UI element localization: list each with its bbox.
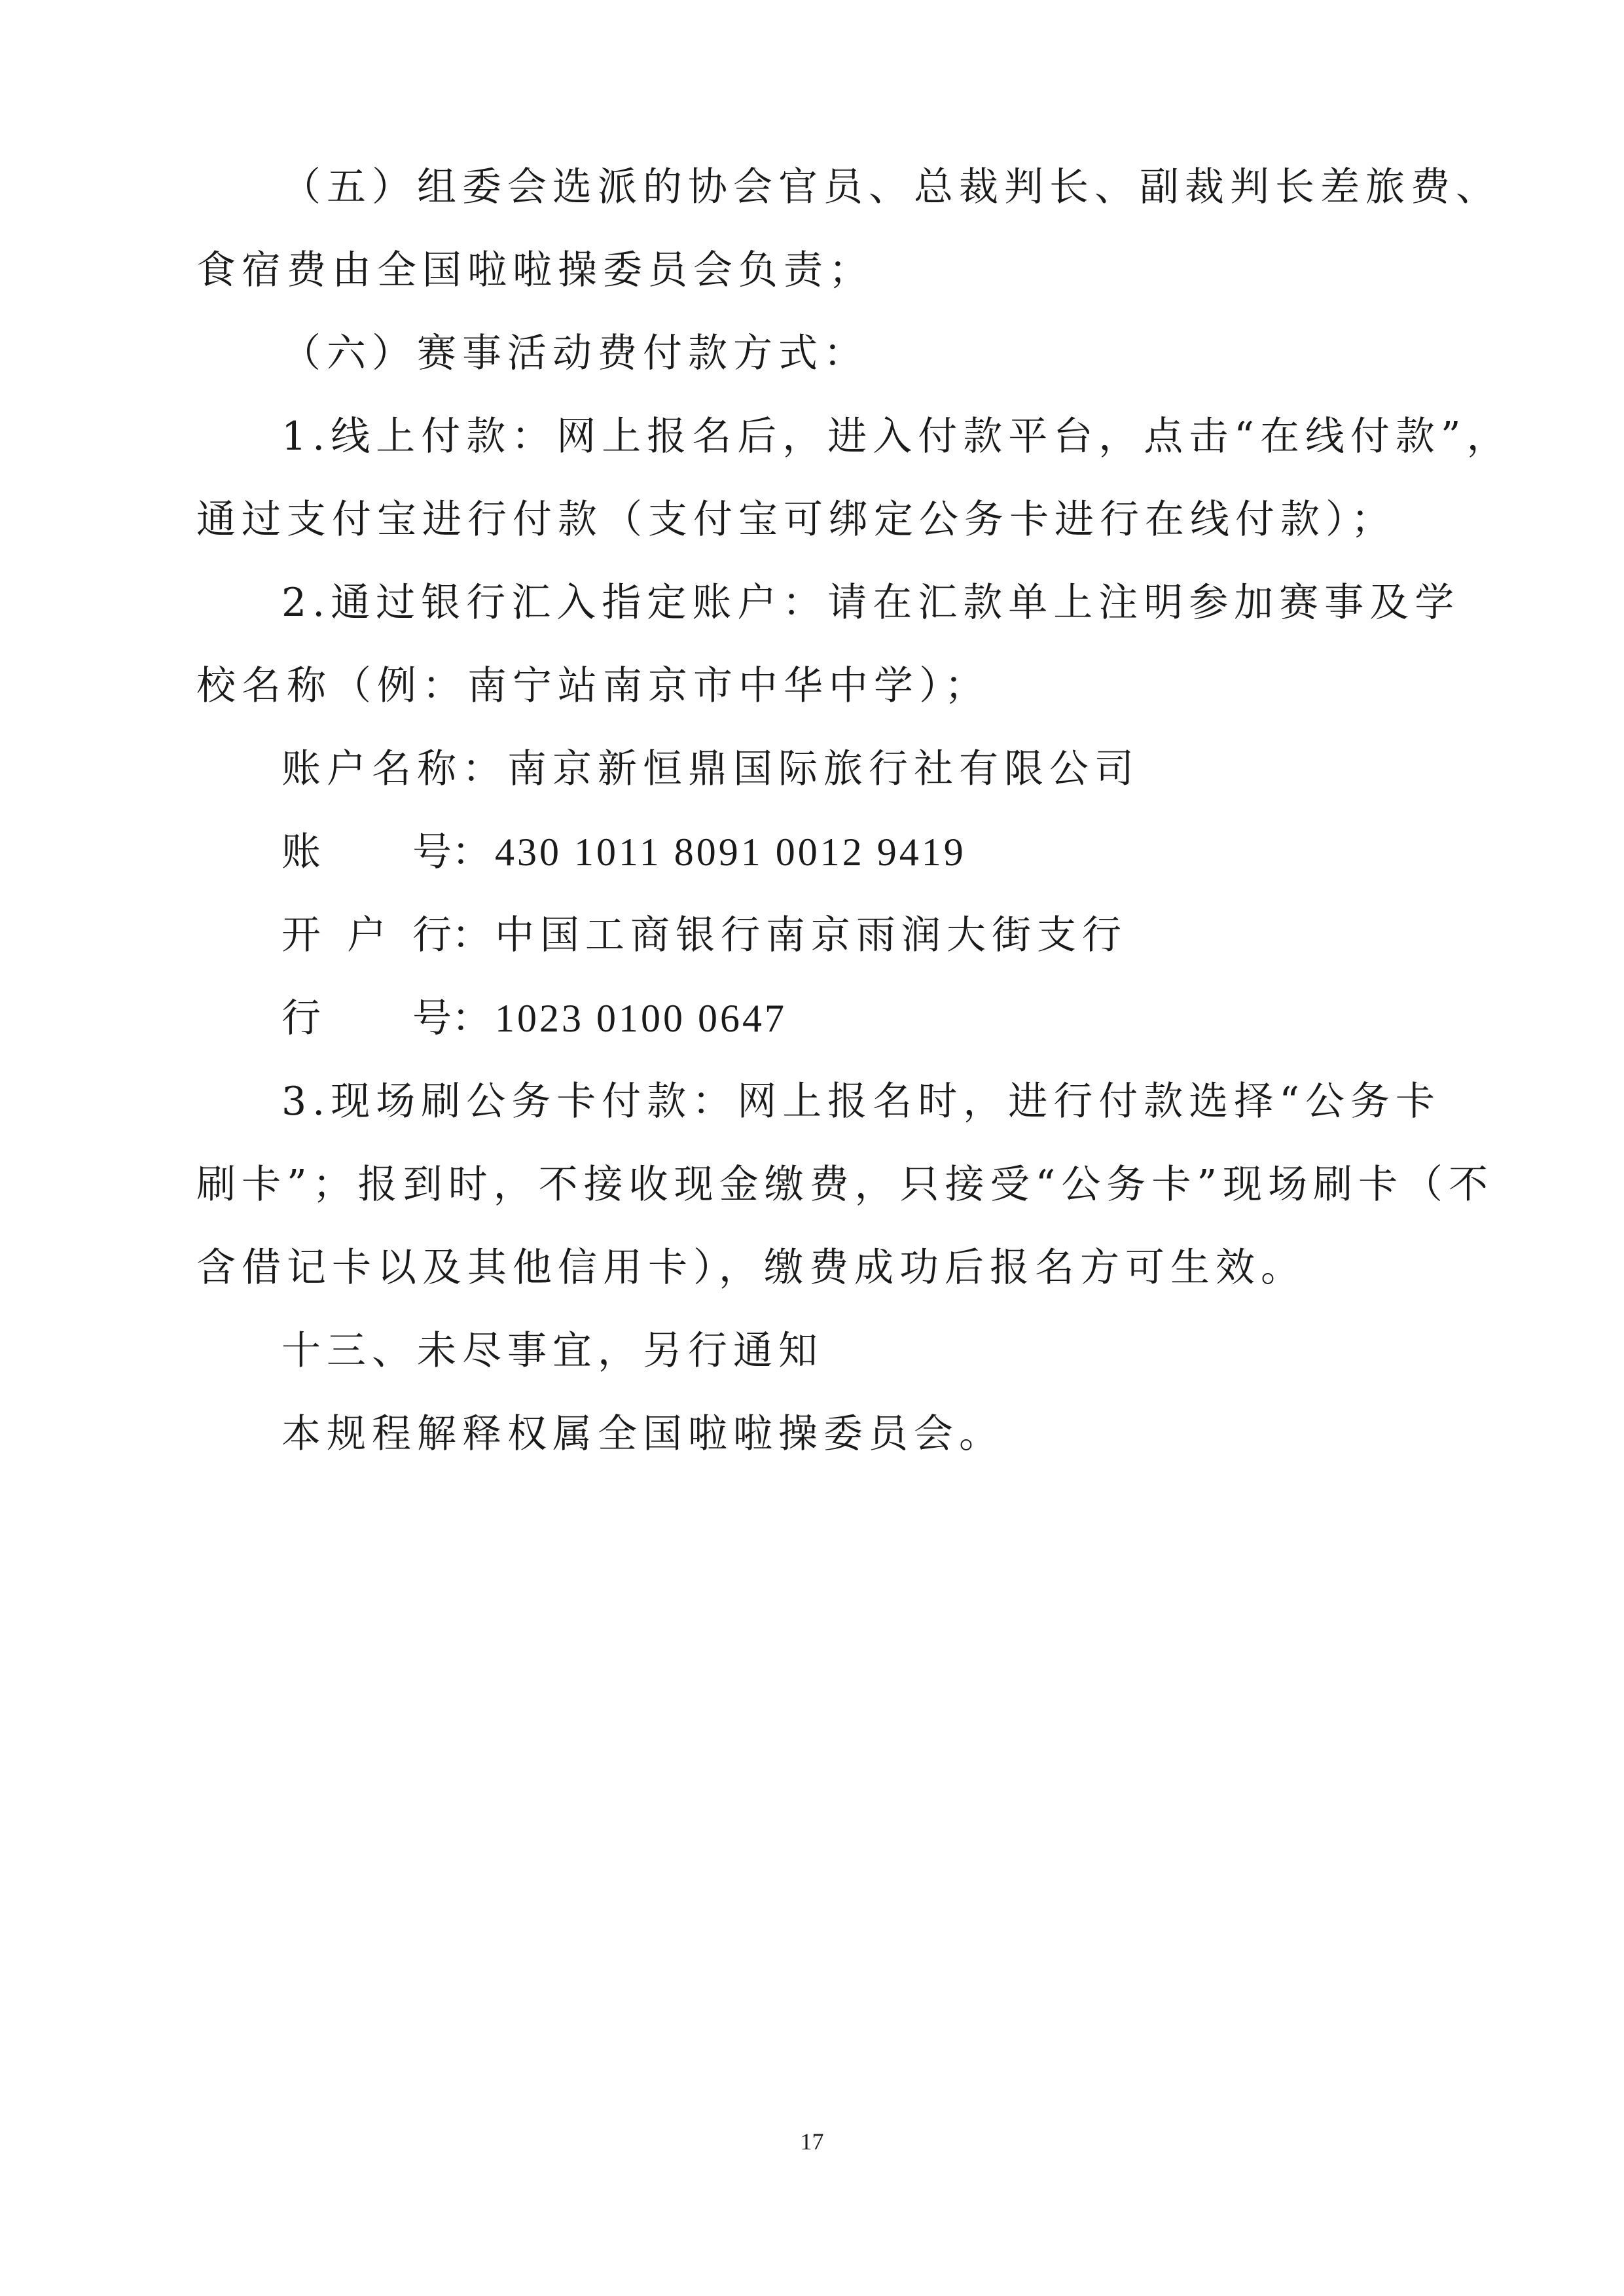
account-number-label-tail: 号： [412, 829, 491, 875]
paragraph-item-5-line-2: 食宿费由全国啦啦操委员会负责； [196, 247, 874, 293]
bank-code-value: 1023 0100 0647 [495, 997, 787, 1040]
bank-value: 中国工商银行南京雨润大街支行 [495, 912, 1127, 958]
payment-method-3-line-2: 刷卡”；报到时，不接收现金缴费，只接受“公务卡”现场刷卡（不 [196, 1162, 1494, 1208]
section-13-heading: 十三、未尽事宜，另行通知 [281, 1328, 823, 1374]
bank-code-label-char-1: 行 [281, 996, 321, 1041]
payment-method-2-line-1: 2.通过银行汇入指定账户：请在汇款单上注明参加赛事及学 [281, 580, 1460, 626]
account-number-label [281, 826, 416, 878]
account-name-value: 南京新恒鼎国际旅行社有限公司 [507, 746, 1140, 792]
bank-label [281, 909, 491, 961]
payment-method-3-line-1: 3.现场刷公务卡付款：网上报名时，进行付款选择“公务卡 [281, 1079, 1441, 1124]
paragraph-item-6: （六）赛事活动费付款方式： [281, 331, 869, 376]
bank-label-char-3: 行： [412, 912, 491, 958]
bank-label-char-1: 开 [281, 912, 321, 958]
paragraph-item-5-line-1: （五）组委会选派的协会官员、总裁判长、副裁判长差旅费、 [281, 164, 1501, 210]
account-number-label-char-1: 账 [281, 829, 321, 875]
bank-label-char-2: 户 [347, 912, 386, 958]
bank-code-label-tail: 号： [412, 996, 491, 1041]
closing-statement: 本规程解释权属全国啦啦操委员会。 [281, 1411, 1004, 1457]
payment-method-2-line-2: 校名称（例：南宁站南京市中华中学）； [196, 663, 990, 709]
account-number-value: 430 1011 8091 0012 9419 [495, 831, 966, 874]
page-number: 17 [800, 2128, 824, 2155]
account-name-row [281, 743, 1140, 795]
account-name-label: 账户名称： [281, 746, 507, 792]
bank-code-label [281, 992, 416, 1045]
payment-method-1-line-2: 通过支付宝进行付款（支付宝可绑定公务卡进行在线付款）； [196, 497, 1396, 543]
payment-method-1-line-1: 1.线上付款：网上报名后，进入付款平台，点击“在线付款”， [281, 414, 1512, 459]
payment-method-3-line-3: 含借记卡以及其他信用卡），缴费成功后报名方可生效。 [196, 1245, 1306, 1291]
